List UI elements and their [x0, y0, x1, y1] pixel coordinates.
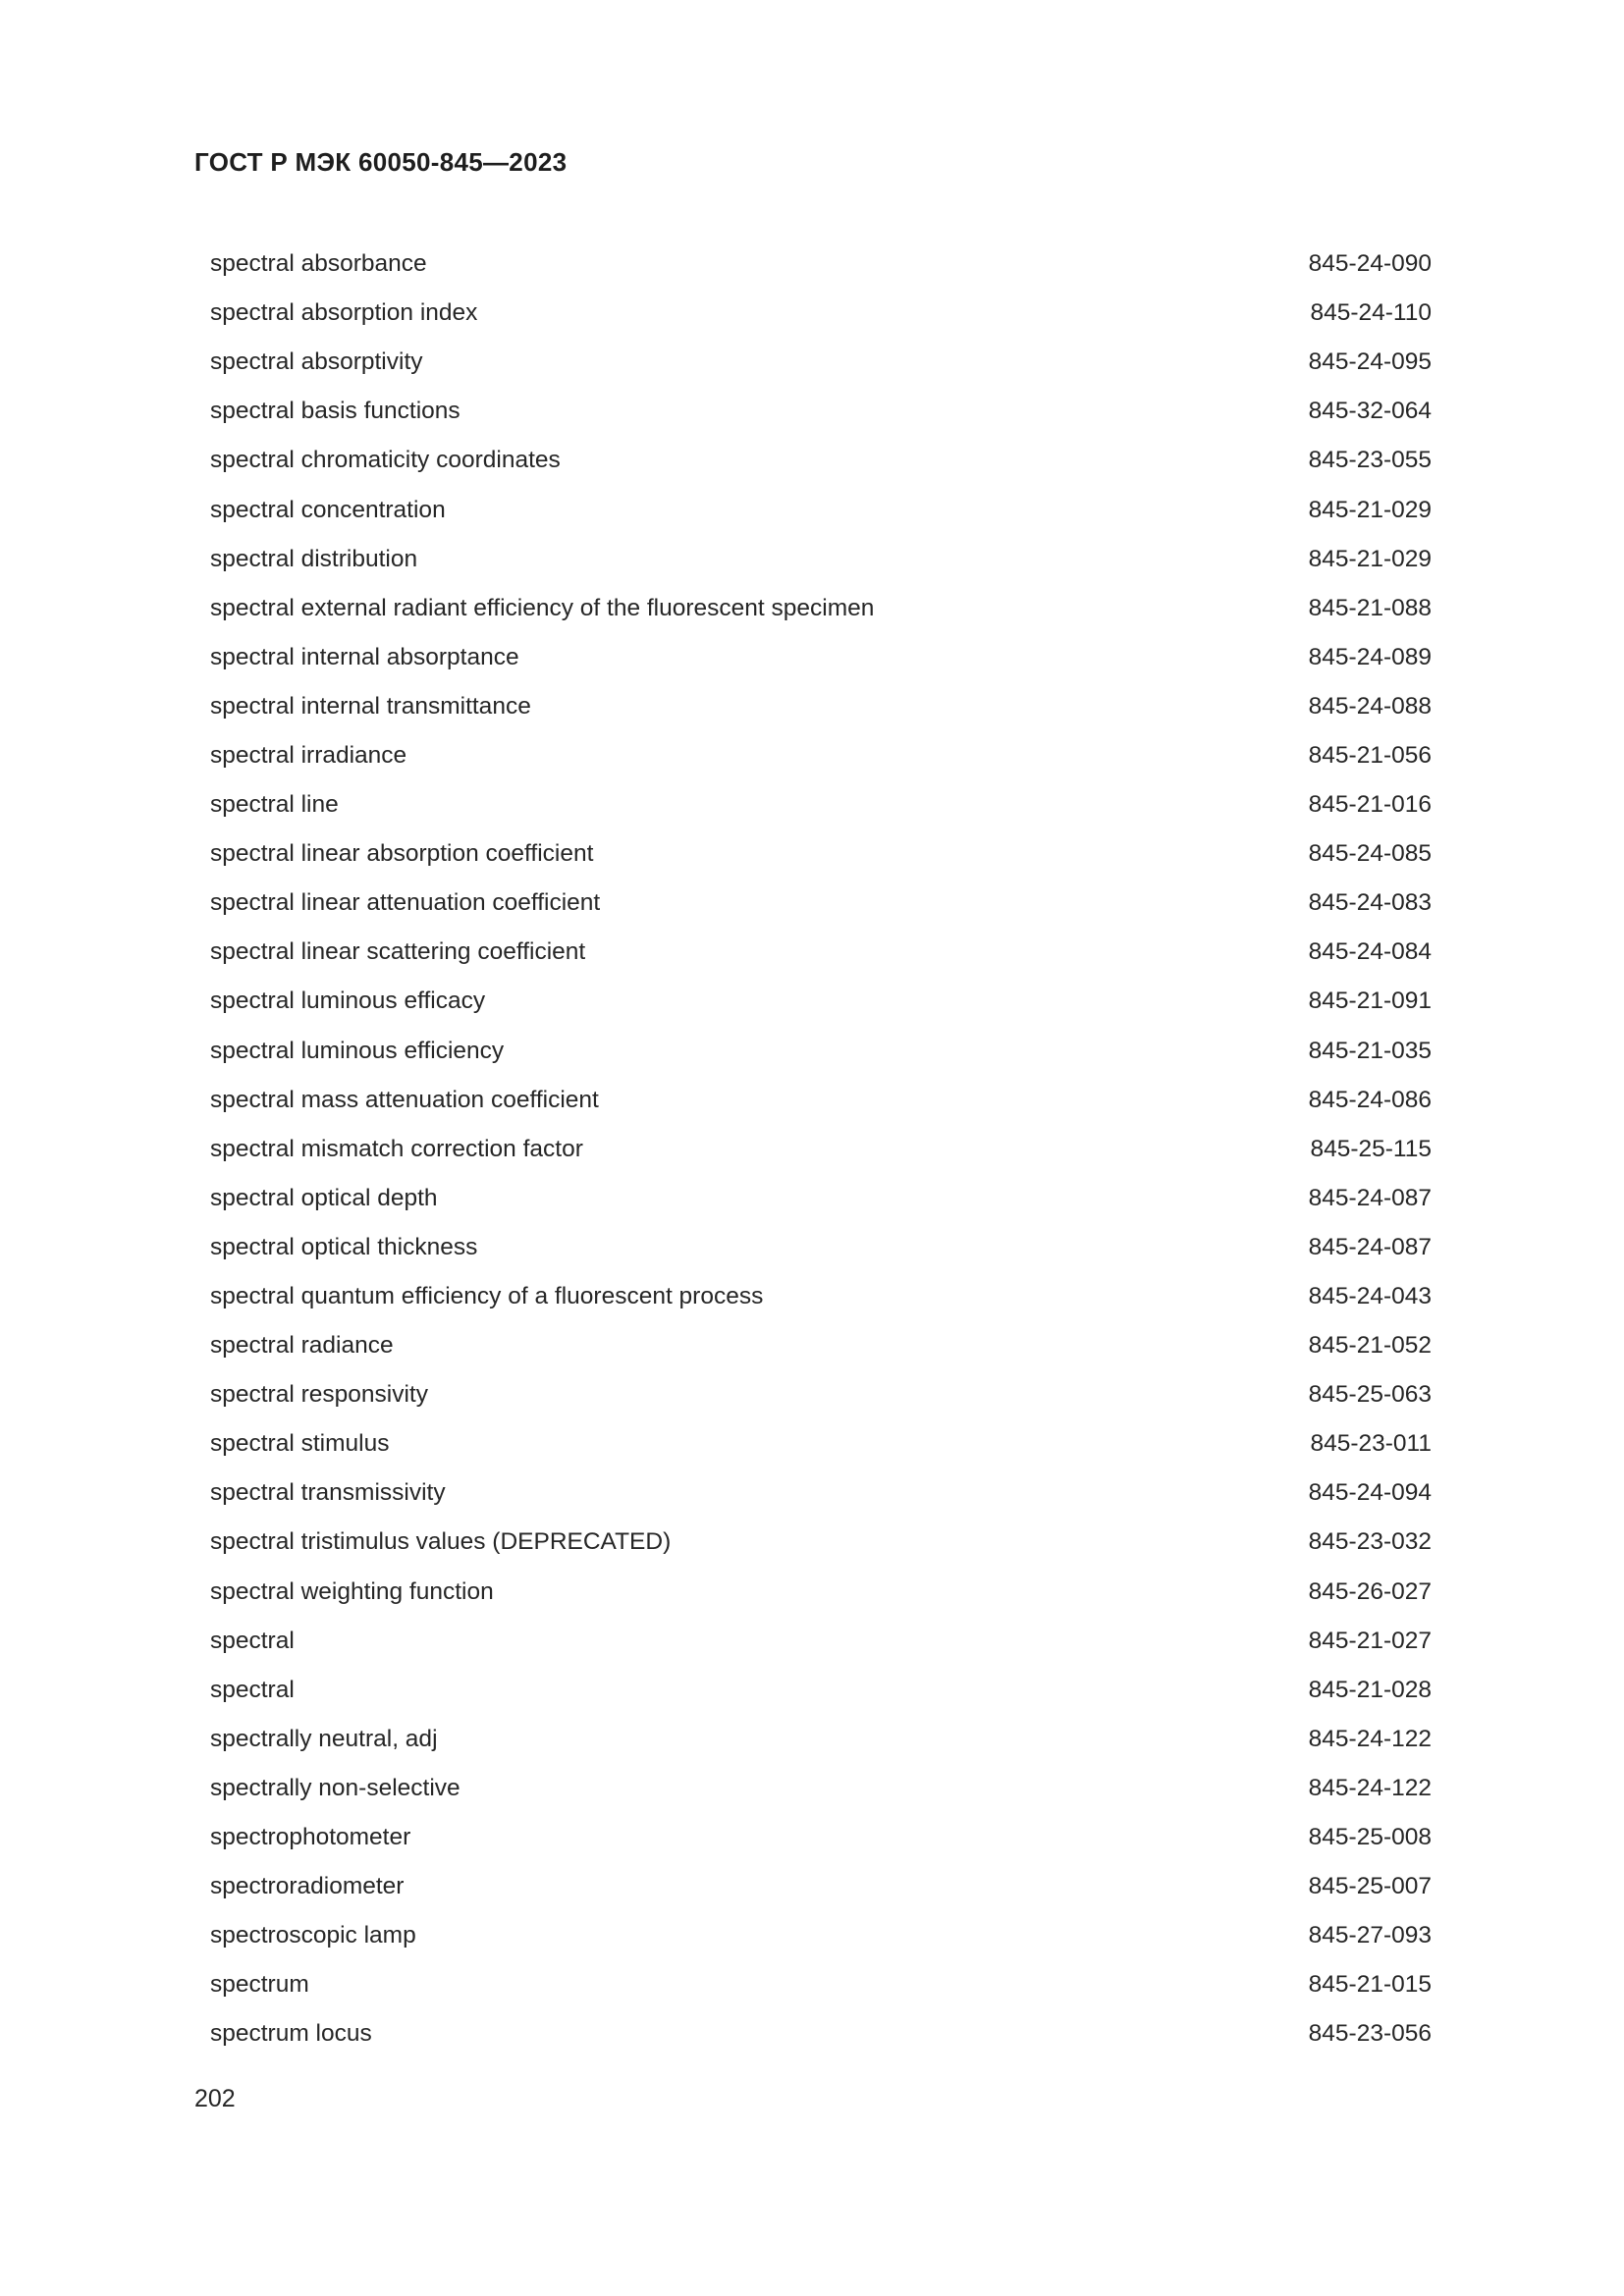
- index-code: 845-21-056: [1308, 741, 1432, 769]
- index-term: spectrum locus: [210, 2020, 372, 2048]
- index-term: spectral tristimulus values (DEPRECATED): [210, 1528, 672, 1556]
- index-row: [210, 1617, 1432, 1666]
- index-term: spectrophotometer: [210, 1824, 411, 1851]
- index-row: [210, 387, 1432, 436]
- index-row: [210, 535, 1432, 584]
- index-term: spectral absorbance: [210, 250, 427, 278]
- index-code: 845-21-016: [1308, 791, 1432, 819]
- index-term: spectral linear absorption coefficient: [210, 840, 594, 868]
- index-row: [210, 1027, 1432, 1076]
- index-row: [210, 1568, 1432, 1617]
- index-code: 845-21-091: [1308, 988, 1432, 1015]
- index-code: 845-21-088: [1308, 594, 1432, 621]
- index-term: spectroradiometer: [210, 1873, 405, 1900]
- index-term: spectral transmissivity: [210, 1479, 446, 1507]
- index-row: [210, 682, 1432, 731]
- index-term: spectral external radiant efficiency of the fluorescent specimen: [210, 594, 875, 621]
- index-row: [210, 1174, 1432, 1223]
- index-code: 845-21-035: [1308, 1037, 1432, 1064]
- index-row: [210, 584, 1432, 633]
- index-term: spectral responsivity: [210, 1381, 428, 1409]
- index-code: 845-21-052: [1308, 1332, 1432, 1360]
- index-row: [210, 1813, 1432, 1862]
- index-term: spectral mismatch correction factor: [210, 1135, 583, 1162]
- index-code: 845-23-011: [1310, 1430, 1432, 1458]
- index-code: 845-21-029: [1308, 545, 1432, 572]
- index-code: 845-24-043: [1308, 1283, 1432, 1310]
- index-row: [210, 1370, 1432, 1419]
- index-code: 845-24-089: [1308, 643, 1432, 670]
- index-row: [210, 1862, 1432, 1911]
- index-row: [210, 338, 1432, 387]
- index-term: spectroscopic lamp: [210, 1922, 416, 1949]
- index-row: [210, 1960, 1432, 2009]
- index-code: 845-21-015: [1308, 1971, 1432, 1999]
- index-code: 845-24-087: [1308, 1233, 1432, 1260]
- index-code: 845-25-008: [1308, 1824, 1432, 1851]
- index-code: 845-24-083: [1308, 889, 1432, 917]
- index-code: 845-24-086: [1308, 1086, 1432, 1113]
- index-term: spectral stimulus: [210, 1430, 390, 1458]
- index-code: 845-24-110: [1310, 299, 1432, 327]
- index-code: 845-25-063: [1308, 1381, 1432, 1409]
- index-code: 845-24-122: [1308, 1774, 1432, 1801]
- index-row: [210, 731, 1432, 780]
- index-term: spectrum: [210, 1971, 309, 1999]
- index-row: [210, 1419, 1432, 1468]
- index-code: 845-24-085: [1308, 840, 1432, 868]
- index-code: 845-25-115: [1310, 1135, 1432, 1162]
- index-term: spectral chromaticity coordinates: [210, 447, 561, 474]
- index-code: 845-26-027: [1308, 1577, 1432, 1605]
- index-row: [210, 240, 1432, 289]
- index-term: spectral: [210, 1676, 295, 1703]
- index-code: 845-23-032: [1308, 1528, 1432, 1556]
- index-term: spectral: [210, 1627, 295, 1654]
- index-row: [210, 2009, 1432, 2058]
- index-code: 845-24-122: [1308, 1725, 1432, 1752]
- index-row: [210, 1911, 1432, 1960]
- index-term: spectral linear scattering coefficient: [210, 938, 586, 966]
- index-term: spectral optical depth: [210, 1184, 438, 1211]
- index-code: 845-24-084: [1308, 938, 1432, 966]
- index-term: spectral basis functions: [210, 398, 460, 425]
- index-row: [210, 289, 1432, 338]
- index-row: [210, 1321, 1432, 1370]
- index-term: spectral linear attenuation coefficient: [210, 889, 601, 917]
- index-code: 845-32-064: [1308, 398, 1432, 425]
- term-index-list: [210, 240, 1432, 2058]
- index-row: [210, 928, 1432, 977]
- index-code: 845-24-095: [1308, 348, 1432, 376]
- index-row: [210, 829, 1432, 879]
- index-code: 845-24-090: [1308, 250, 1432, 278]
- index-code: 845-23-056: [1308, 2020, 1432, 2048]
- index-term: spectral luminous efficiency: [210, 1037, 505, 1064]
- index-term: spectral quantum efficiency of a fluorescent process: [210, 1283, 764, 1310]
- page-number: 202: [194, 2085, 236, 2112]
- index-code: 845-21-029: [1308, 496, 1432, 523]
- index-term: spectral internal transmittance: [210, 692, 531, 720]
- document-header: ГОСТ Р МЭК 60050-845—2023: [194, 147, 568, 177]
- index-term: spectral luminous efficacy: [210, 988, 486, 1015]
- index-code: 845-21-028: [1308, 1676, 1432, 1703]
- index-row: [210, 1518, 1432, 1567]
- index-term: spectral line: [210, 791, 339, 819]
- index-row: [210, 1468, 1432, 1518]
- index-row: [210, 977, 1432, 1026]
- index-term: spectral weighting function: [210, 1577, 494, 1605]
- index-row: [210, 436, 1432, 485]
- index-row: [210, 1076, 1432, 1125]
- index-row: [210, 1125, 1432, 1174]
- index-term: spectral irradiance: [210, 741, 407, 769]
- index-row: [210, 879, 1432, 928]
- index-row: [210, 1272, 1432, 1321]
- index-code: 845-25-007: [1308, 1873, 1432, 1900]
- index-code: 845-24-088: [1308, 692, 1432, 720]
- index-term: spectral absorption index: [210, 299, 478, 327]
- index-term: spectral radiance: [210, 1332, 394, 1360]
- index-code: 845-21-027: [1308, 1627, 1432, 1654]
- index-code: 845-23-055: [1308, 447, 1432, 474]
- index-code: 845-24-087: [1308, 1184, 1432, 1211]
- index-term: spectral internal absorptance: [210, 643, 519, 670]
- index-row: [210, 633, 1432, 682]
- index-row: [210, 780, 1432, 829]
- index-row: [210, 485, 1432, 534]
- index-term: spectral concentration: [210, 496, 446, 523]
- index-term: spectrally non-selective: [210, 1774, 460, 1801]
- index-term: spectral absorptivity: [210, 348, 423, 376]
- index-term: spectral mass attenuation coefficient: [210, 1086, 599, 1113]
- index-term: spectral optical thickness: [210, 1233, 478, 1260]
- index-term: spectral distribution: [210, 545, 418, 572]
- index-term: spectrally neutral, adj: [210, 1725, 438, 1752]
- index-row: [210, 1764, 1432, 1813]
- index-row: [210, 1715, 1432, 1764]
- index-code: 845-27-093: [1308, 1922, 1432, 1949]
- index-row: [210, 1223, 1432, 1272]
- index-code: 845-24-094: [1308, 1479, 1432, 1507]
- index-row: [210, 1666, 1432, 1715]
